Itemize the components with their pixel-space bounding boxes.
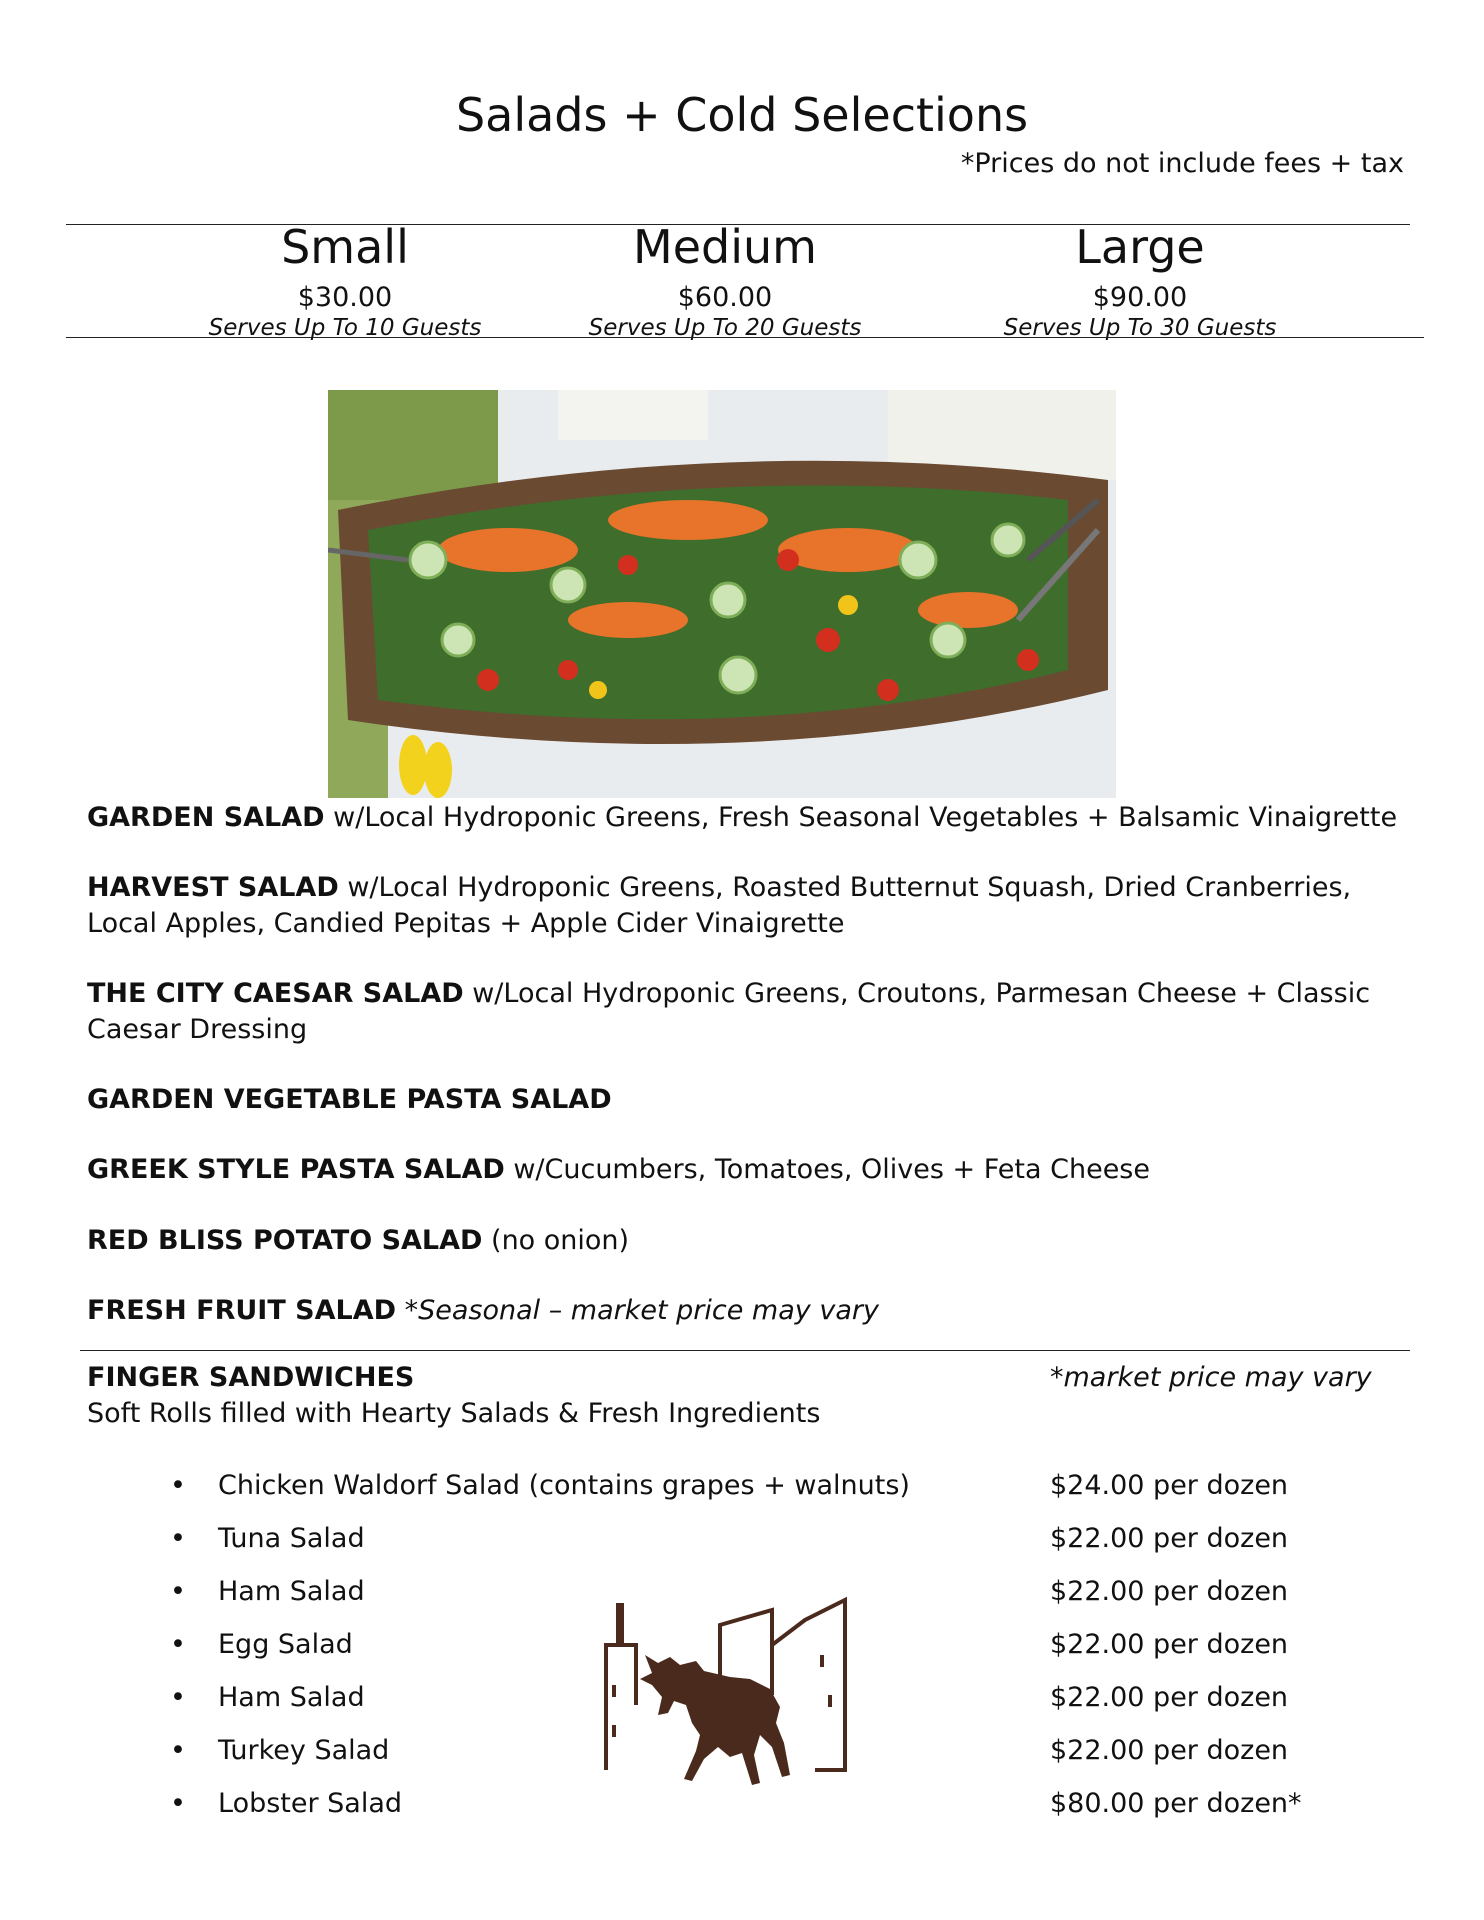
item-name: THE CITY CAESAR SALAD [87,978,464,1009]
bullet-icon: • [170,1629,186,1660]
list-item [170,1786,402,1822]
moose-city-skyline-logo [600,1585,860,1795]
bullet-icon: • [170,1576,186,1607]
bullet-icon: • [170,1735,186,1766]
sandwich-name: Ham Salad [218,1576,365,1607]
item-name: GREEK STYLE PASTA SALAD [87,1154,505,1185]
menu-item-vegetable-pasta-salad [87,1082,1407,1118]
sandwiches-title: FINGER SANDWICHES [87,1362,415,1393]
item-desc: w/Local Hydroponic Greens, Croutons, Parmesan Cheese + Classic Caesar Dressing [87,978,1371,1045]
sandwich-name: Turkey Salad [218,1735,390,1766]
bullet-icon: • [170,1523,186,1554]
sandwich-price: $22.00 per dozen [1050,1682,1289,1713]
bullet-icon: • [170,1470,186,1501]
size-price: $90.00 [1092,282,1188,313]
size-serves: Serves Up To 20 Guests [588,315,862,341]
size-serves: Serves Up To 30 Guests [1003,315,1277,341]
market-note-text: market price may vary [1063,1362,1372,1393]
page-title: Salads + Cold Selections [455,88,1029,142]
divider-sandwiches [80,1350,1410,1351]
sandwiches-header [87,1360,820,1432]
sandwich-name: Egg Salad [218,1629,353,1660]
sandwich-name: Chicken Waldorf Salad (contains grapes + walnuts) [218,1470,910,1501]
divider-sizes [66,337,1424,338]
sandwich-name: Ham Salad [218,1682,365,1713]
size-price: $60.00 [677,282,773,313]
item-desc: w/Local Hydroponic Greens, Fresh Seasonal Vegetables + Balsamic Vinaigrette [324,802,1398,833]
menu-item-potato-salad [87,1223,1407,1259]
menu-item-fruit-salad [87,1293,1407,1329]
bullet-icon: • [170,1788,186,1819]
list-item [170,1733,389,1769]
item-name: FRESH FRUIT SALAD [87,1295,396,1326]
item-name: HARVEST SALAD [87,872,339,903]
list-item [170,1680,365,1716]
sandwich-price: $22.00 per dozen [1050,1523,1289,1554]
item-note: *Seasonal – market price may vary [396,1295,879,1326]
price-note: *Prices do not include fees + tax [960,148,1404,179]
list-item [170,1574,365,1610]
size-price: $30.00 [297,282,393,313]
sandwich-price: $24.00 per dozen [1050,1470,1289,1501]
list-item [170,1521,365,1557]
size-small [205,220,485,341]
item-desc: (no onion) [482,1225,630,1256]
sandwich-price: $22.00 per dozen [1050,1576,1289,1607]
item-desc: w/Cucumbers, Tomatoes, Olives + Feta Cheese [504,1154,1150,1185]
sandwich-price: $80.00 per dozen* [1050,1788,1302,1819]
item-name: GARDEN SALAD [87,802,325,833]
menu-item-greek-pasta-salad [87,1152,1407,1188]
sandwich-price: $22.00 per dozen [1050,1629,1289,1660]
salad-photo [328,390,1116,798]
size-name: Large [1075,220,1205,274]
bullet-icon: • [170,1682,186,1713]
menu-item-caesar-salad [87,976,1407,1048]
size-name: Medium [633,220,817,274]
sandwiches-subtitle: Soft Rolls filled with Hearty Salads & Fresh Ingredients [87,1398,821,1429]
item-name: RED BLISS POTATO SALAD [87,1225,483,1256]
size-medium [585,220,865,341]
sandwich-price: $22.00 per dozen [1050,1735,1289,1766]
market-note [1050,1360,1372,1396]
sandwich-name: Lobster Salad [218,1788,403,1819]
list-item [170,1627,353,1663]
menu-item-garden-salad [87,800,1407,836]
size-name: Small [281,220,409,274]
item-desc: w/Local Hydroponic Greens, Roasted Butternut Squash, Dried Cranberries, Local Apples, Candied Pepitas + Apple Cider Vinaigrette [87,872,1352,939]
sandwich-name: Tuna Salad [218,1523,365,1554]
list-item [170,1468,910,1504]
size-serves: Serves Up To 10 Guests [208,315,482,341]
item-name: GARDEN VEGETABLE PASTA SALAD [87,1084,612,1115]
market-note-star: * [1050,1362,1064,1393]
menu-item-harvest-salad [87,870,1407,942]
size-large [1000,220,1280,341]
